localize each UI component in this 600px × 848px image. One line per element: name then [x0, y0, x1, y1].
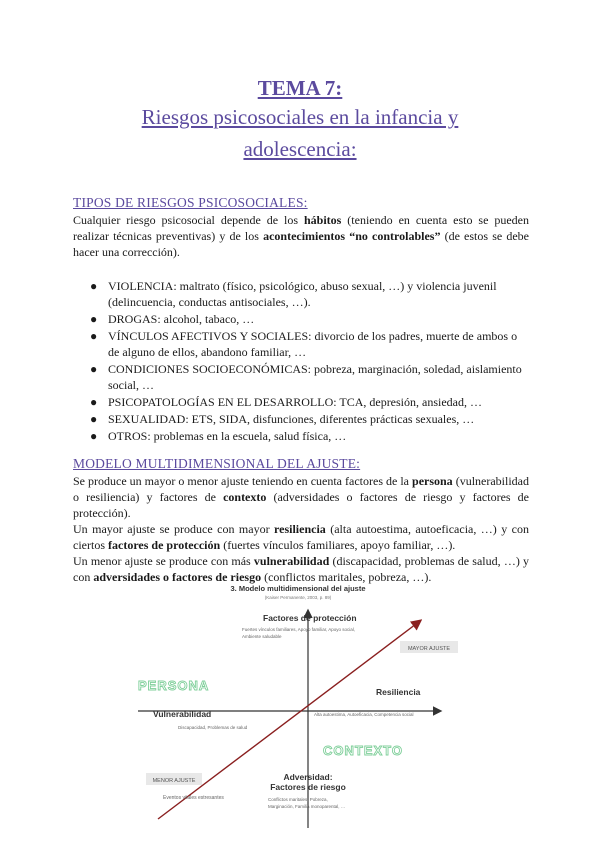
list-item: ● SEXUALIDAD: ETS, SIDA, disfunciones, diferentes prácticas sexuales, …	[90, 412, 475, 426]
risk-factors-detail-2: Marginación, Familia monoparental, …	[268, 804, 346, 809]
contexto-label: CONTEXTO	[323, 743, 403, 758]
modelo-paragraph-3: Un menor ajuste se produce con más vulnerabilidad (discapacidad, problemas de salud, …) y con adversidades o factores de riesgo (conflictos maritales, pobreza, …).	[73, 554, 529, 584]
stressful-events-detail: Eventos vitales estresantes	[163, 795, 224, 801]
intro-paragraph: Cualquier riesgo psicosocial depende de los hábitos (teniendo en cuenta esto se pueden realizar técnicas preventivas) y de los acontecimientos “no controlables” (de estos se debe hacer una corrección).	[73, 213, 530, 259]
adversity-label: Adversidad:	[283, 772, 333, 782]
risk-types-list	[90, 278, 530, 445]
risk-factors-detail-1: Conflictos maritales, Pobreza,	[268, 797, 328, 802]
bullet-icon: ●	[90, 329, 98, 343]
list-item: ● VIOLENCIA: maltrato (físico, psicológico, abuso sexual, …) y violencia juvenil (delincuencia, conductas antisociales, …).	[90, 279, 497, 309]
bullet-icon: ●	[90, 429, 98, 443]
resilience-label: Resiliencia	[376, 687, 421, 697]
section-heading-modelo: MODELO MULTIDIMENSIONAL DEL AJUSTE:	[73, 456, 361, 471]
protection-factors-label: Factores de protección	[263, 613, 357, 623]
list-item: ● VÍNCULOS AFECTIVOS Y SOCIALES: divorcio de los padres, muerte de ambos o de alguno de ellos, abandono familiar, …	[90, 329, 518, 359]
section-heading-tipos: TIPOS DE RIESGOS PSICOSOCIALES:	[73, 195, 308, 210]
bullet-icon: ●	[90, 412, 98, 426]
bullet-icon: ●	[90, 279, 98, 293]
list-item: ● DROGAS: alcohol, tabaco, …	[90, 312, 255, 326]
list-item: ● OTROS: problemas en la escuela, salud física, …	[90, 429, 347, 443]
document-subtitle-line-1: Riesgos psicosociales en la infancia y	[141, 105, 459, 129]
risk-factors-label: Factores de riesgo	[270, 782, 346, 792]
persona-label: PERSONA	[138, 678, 210, 693]
document-title: TEMA 7:	[257, 76, 343, 100]
modelo-paragraph-2: Un mayor ajuste se produce con mayor resiliencia (alta autoestima, autoeficacia, …) y con ciertos factores de protección (fuertes vínculos familiares, apoyo familiar, …).	[73, 522, 529, 552]
vulnerability-detail: Discapacidad, Problemas de salud	[178, 725, 248, 730]
protection-factors-detail-2: Ambiente saludable	[242, 634, 282, 639]
resilience-detail: Alta autoestima, Autoeficacia, Competencia social	[314, 712, 414, 717]
bullet-icon: ●	[90, 395, 98, 409]
adjustment-model-diagram	[118, 583, 478, 843]
modelo-paragraph-1: Se produce un mayor o menor ajuste teniendo en cuenta factores de la persona (vulnerabilidad o resiliencia) y factores de contexto (adversidades o factores de riesgo y factores de protección).	[73, 474, 530, 520]
list-item: ● PSICOPATOLOGÍAS EN EL DESARROLLO: TCA, depresión, ansiedad, …	[90, 395, 482, 409]
protection-factors-detail-1: Fuertes vínculos familiares, Apoyo familiar, Apoyo social,	[242, 627, 356, 632]
diagram-source: (Kaiser Permanente, 2003, p. 89)	[264, 595, 332, 600]
list-item: ● CONDICIONES SOCIOECONÓMICAS: pobreza, marginación, soledad, aislamiento social, …	[90, 362, 522, 392]
menor-ajuste-label: MENOR AJUSTE	[152, 778, 196, 784]
bullet-icon: ●	[90, 362, 98, 376]
vulnerability-label: Vulnerabilidad	[153, 709, 212, 719]
diagram-title: 3. Modelo multidimensional del ajuste	[230, 584, 366, 593]
bullet-icon: ●	[90, 312, 98, 326]
mayor-ajuste-label: MAYOR AJUSTE	[407, 646, 451, 652]
document-subtitle-line-2: adolescencia:	[243, 137, 357, 161]
